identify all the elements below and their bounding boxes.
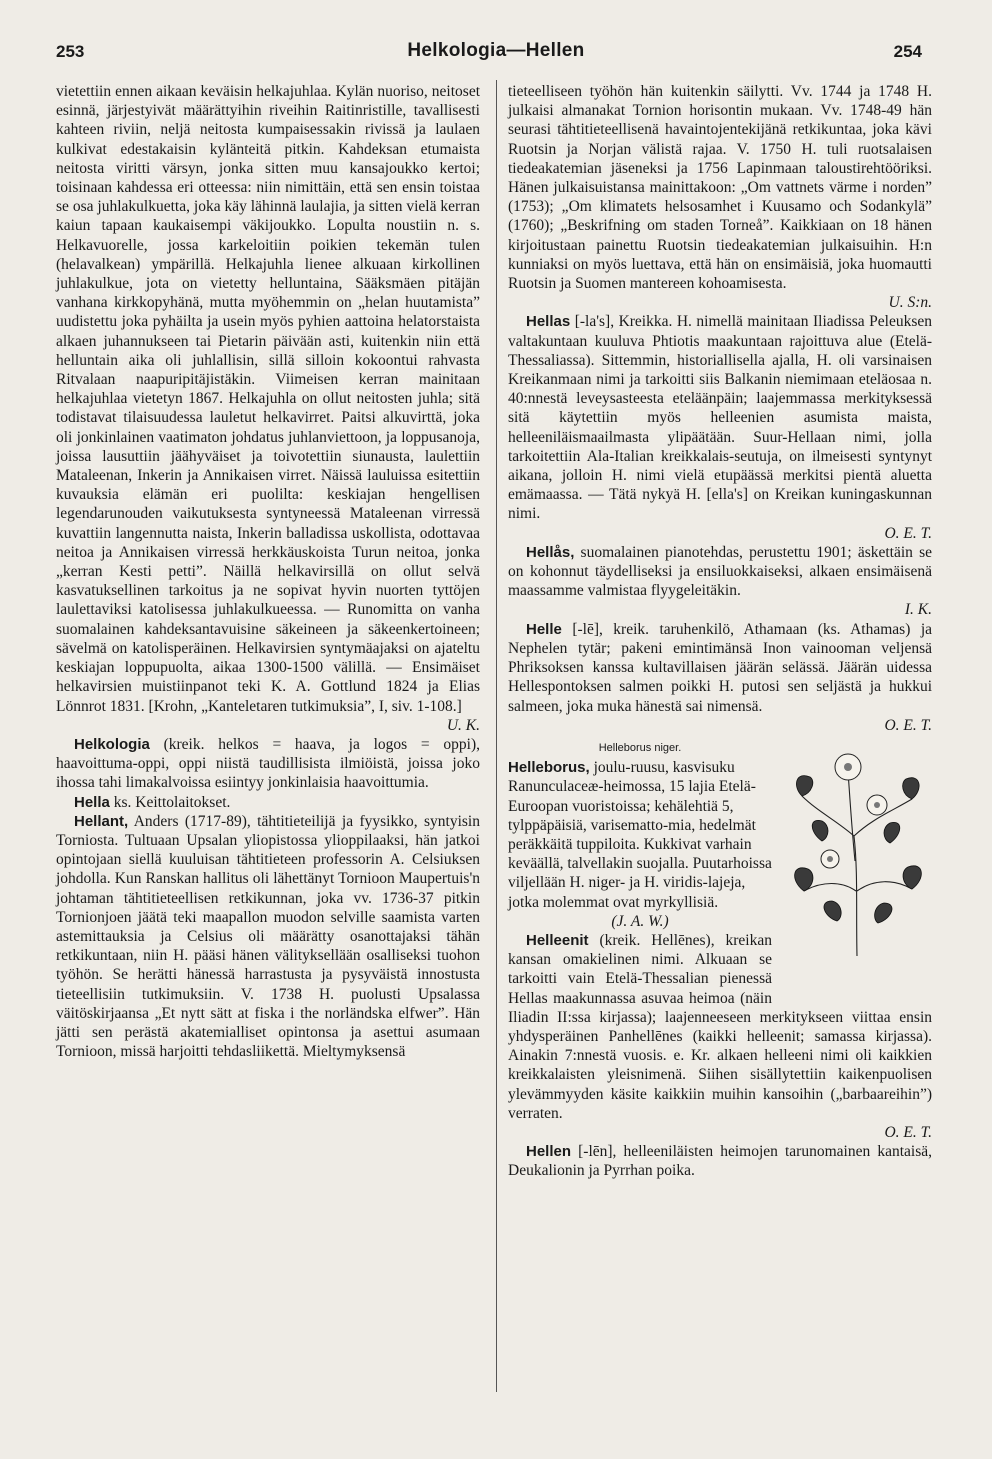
entry-text: [-lēn], helleeniläisten heimojen tarunomainen kantaisä, Deukalionin ja Pyrrhan poika. [508, 1143, 932, 1180]
entry-hellen [508, 1142, 932, 1180]
author-signature: O. E. T. [884, 524, 932, 542]
author-signature: U. K. [446, 716, 480, 734]
page-number-right: 254 [893, 42, 922, 61]
entry-headword: Hellas [526, 313, 571, 331]
author-signature: O. E. T. [884, 716, 932, 734]
entry-headword: Hellås, [526, 543, 575, 561]
entry-headword: Helleborus, [508, 759, 590, 777]
entry-hellas [508, 312, 932, 542]
entry-hellant-continued [508, 82, 932, 312]
running-title: Helkologia—Hellen [407, 40, 585, 61]
entry-text: tieteelliseen työhön hän kuitenkin säilytti. Vv. 1744 ja 1748 H. julkaisi almanakat Tornion horisontin mukaan. Vv. 1748-49 hän seurasi tähtitieteellisenä havaintojentekijänä retkikuntaa, joka kävi Ruotsin ja Norjan välistä rajaa. V. 1750 H. tuli ruotsalaisen tiedeakatemian jäseneksi ja 1756 Lapinmaan taloustirehtööriksi. Hänen julkaisuistansa mainittakoon: „Om vattnets värme i norden” (1753); „Om klimatets helsosamhet i Kuusamo och Sodankylä” (1760); „Beskrifning om staden Torneå”. Kaikkiaan on 18 hänen kirjoitustaan painettu Ruotsin tiedeakatemian julkaisuihin. H:n kunniaksi on myös luettava, että hän on ensimäisiä, joka huomautti Ruotsin ja Suomen mantereen kohoamisesta. [508, 83, 932, 293]
entry-text: [-lē], kreik. taruhenkilö, Athamaan (ks. Athamas) ja Nephelen tytär; pakeni emintimänsä Inon vainooman veljensä Phriksoksen kanssa kultavillaisen jäärän selässä. Jäärän uidessa Hellespontoksen salmen poikki H. putosi sen seljästä ja hukkui salmeen, joka muka hänestä sai nimensä. [508, 620, 933, 715]
entry-headword: Helle [526, 620, 562, 638]
figure-caption: Helleborus niger. [598, 741, 682, 754]
entry-headword: Hella [74, 793, 110, 811]
entry-helkologia [56, 735, 480, 793]
entry-text: vietettiin ennen aikaan keväisin helkajuhlaa. Kylän nuoriso, neitoset esinnä, järjestyivät määrättyihin riveihin Raitinristille, tavallisesti kahteen riviin, neljä neitosta kumpaisessakin rivissä ja laulaen kulkivat edestakaisin kylänteitä pitkin. Kahdeksan etumaista neitosta viritti värsyn, jonka sitten muu kansajoukko kertoi; toisinaan kahdessa eri otteessa: niin nimittäin, että sen ensin toistaa se osa juhlakulkuetta, joka käy lähinnä laulajia, ja sitten vielä kerran kaiun tapaan kaukaisempi väkijoukko. Lopulta noustiin n. s. Helkavuorelle, jossa karkeloitiin poikien tekemän tulen (helavalkean) ympärillä. Helkajuhla lienee alkuaan kirkollinen juhlakulkue, jota on vietetty helluntaina, Sääksmäen pitäjän vanhana kirkkopyhänä, mutta myöhemmin on „helan huutamista” uudistettu joka pyhäilta ja usein myös pyhien aattoina helatorstaista alkaen juhannukseen tai Pietarin päivään asti, kuitenkin niin että helluntain aika oli juhlallisin, sillä silloin kokoontui rahvasta Ritvalaan naapuripitäjistäkin. Viimeisen kerran mainitaan helkajuhlaa vietetyn 1867. Helkajuhla on ollut neitosten juhla; sitä todistavat tilaisuudessa lauletut helkavirret. Paitsi alkuvirttä, joka oli jonkinlainen vaatimaton johdatus juhlanviettoon, ja loppusanoja, joissa lausuttiin jäähyväiset ja toivotettiin siunausta, laulettiin Mataleenan, Inkerin ja Annikaisen virret. Näissä lauluissa esitettiin kuvauksia elämän eri puolilta: keskiajan hengellisen legendarunouden vaikutuksesta syntyneessä Mataleenan virressä kuvattiin langennutta naista, Inkerin balladissa uskollista, odottavaa neitoa ja Annikaisen virressä herkkäuskoista Turun neitoa, jonka „kerran Kesti petti”. Näillä helkavirsillä on ollut selvä kasvatuksellinen tarkoitus ja ne sopivat hyvin nuorten tyttöjen laulettaviksi katolisessa juhlakulkueessa. — Runomitta on vanha suomalainen kahdeksantavuisine säkeineen ja säkeenkertoineen; sävelmä on katolisperäinen. Helkavirsien syntymäajaksi on ajateltu keskiajan loppupuolta, aikaa 1300-1500 välillä. — Ensimäiset helkavirsien muistiinpanot teki K. A. Gottlund 1824 ja Elias Lönnrot 1831. [Krohn, „Kanteletaren tutkimuksia”, I, siv. 1-108.] [56, 83, 480, 715]
helleborus-figure [782, 741, 932, 989]
entry-text: suomalainen pianotehdas, perustettu 1901; äskettäin se on kohonnut täydelliseksi ja ensiluokkaiseksi, alkaen ensimäisenä maassamme valmistaa flyygeleitäkin. [508, 543, 932, 600]
entry-text: (kreik. helkos = haava, ja logos = oppi), haavoittuma-oppi, oppi niistä taudillisista ilmiöistä, joissa joko ihossa tahi limakalvoissa esiintyy jonkinlaisia haavoittumia. [56, 735, 481, 792]
entry-headword: Helleenit [526, 931, 589, 949]
entry-text: ks. Keittolaitokset. [113, 793, 231, 811]
author-signature: U. S:n. [888, 294, 932, 312]
entry-hellant [56, 812, 480, 1062]
author-signature: O. E. T. [884, 1123, 932, 1141]
entry-headword: Helkologia [74, 735, 150, 753]
entry-text: (kreik. Hellēnes), kreikan kansan omakielinen nimi. Alkuaan se tarkoitti vain Etelä-Thessalian pienessä Hellas maakunnassa asuvaa heimoa (näin Iliadin II:ssa kirjassa); laajenneeseen merkitykseen viittaa ensin yhdysperäinen Panhellēnes (kaikki helleenit; samassa kirjassa). Ainakin 7:nnestä vuosis. e. Kr. alkaen helleeni nimi oli kaikkien kreikkalaisten yleisnimenä. Siihen sisällytettiin kaikenpuolisen ylevämmyyden käsite kaikkiin muihin kansoihin („barbaareihin”) verraten. [508, 931, 932, 1122]
author-signature: (J. A. W.) [611, 912, 669, 930]
entry-text: Anders (1717-89), tähtitieteilijä ja fyysikko, syntyisin Torniosta. Tultuaan Upsalan yliopistossa ylioppilaaksi, hän jatkoi opintojaan siellä kuuluisan tähtitieteen professorin A. Celsiuksen johdolla. Kun Ranskan hallitus oli lähettänyt Tornioon Maupertuis'n johtaman tähtitieteellisen retkikunnan, joka vv. 1736-37 pitkin Tornionjoen jäätä teki maapallon muodon selville saamista varten astemittauksia ja Celsius oli määrätty osanottajaksi tähän retkikuntaan, niin H. pääsi hänen välityksellään osalliseksi tuohon työhön. Se herätti hänessä harrastusta ja pysyväistä innostusta tieteellisiin tutkimuksiin. V. 1738 H. puolusti Upsalassa väitöskirjaansa „Et nytt sätt at fiska i the norländska elfwer”. Hän jätti sen perästä akatemialliset opintonsa ja asettui asumaan Tornioon, missä harjoitti tehdasliikettä. Mieltymyksensä [56, 812, 480, 1061]
entry-headword: Hellant, [74, 812, 129, 830]
entry-hellas-pianotehdas [508, 543, 932, 620]
helleborus-plant-illustration [782, 741, 932, 961]
entry-headword: Hellen [526, 1143, 572, 1161]
column-divider [496, 80, 497, 1392]
left-column [56, 82, 480, 1061]
entry-helkajuhla-continued [56, 82, 480, 735]
right-column [508, 82, 932, 1181]
entry-text: joulu-ruusu, kasvisuku Ranunculaceæ-heimossa, 15 lajia Etelä-Euroopan vuoristoissa; kehälehtiä 5, tylppäpäisiä, varisematto-mia, hedelmät peräkkäitä tuppiloita. Kukkivat varhain keväällä, talvellakin suojalla. Puutarhoissa viljellään H. niger- ja H. viridis-lajeja, jotka molemmat ovat myrkyllisiä. [508, 759, 772, 911]
entry-hella [56, 793, 480, 812]
page-header [0, 40, 992, 70]
page-number-left: 253 [56, 42, 85, 61]
author-signature: I. K. [904, 601, 932, 619]
entry-text: [-la's], Kreikka. H. nimellä mainitaan Iliadissa Peleuksen valtakuntaan kuuluva Phtiotis maakuntaan rajoittuva alue (Etelä-Thessaliassa). Sittemmin, historiallisella ajalla, H. oli varsinaisen Kreikanmaan nimi ja tarkoitti siis Balkanin niemimaan eteläosaa n. 40:nnestä leveysasteesta eteläänpäin; laajemmassa merkityksessä sitä käytettiin myös helleenien asumista maista, helleeniläismaailmasta ylipäätään. Suur-Hellaan nimi, jolla tarkoitettiin Ala-Italian kreikkalais-seutuja, on ilmeisesti syntynyt aikana, jolloin H. nimi vielä etupäässä merkitsi pientä aluetta emämaassa. — Tätä nykyä H. [ella's] on Kreikan kuningaskunnan nimi. [508, 313, 932, 523]
entry-helle [508, 620, 932, 735]
